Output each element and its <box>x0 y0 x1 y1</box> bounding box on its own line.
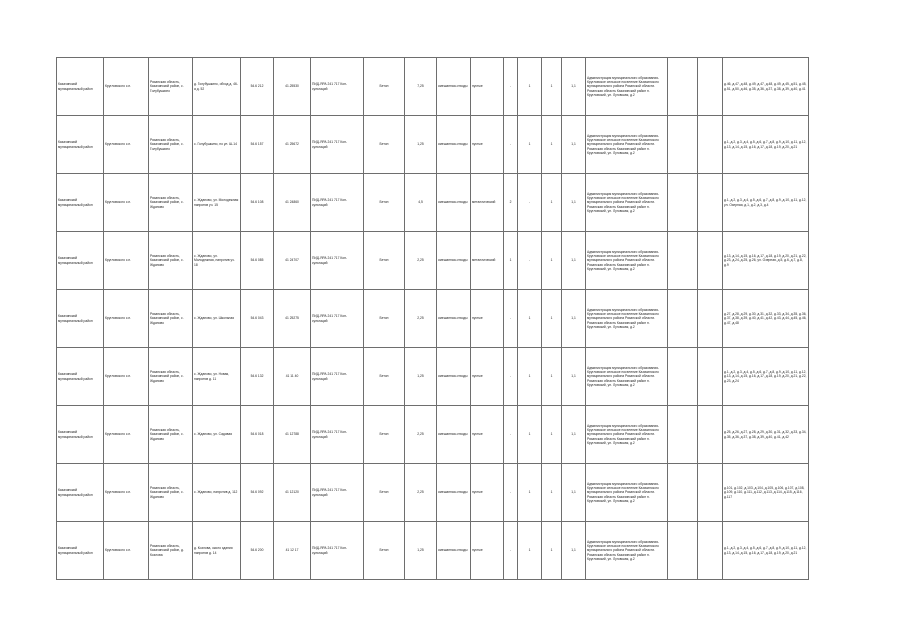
table-cell-waste-type: смешанная-отходы <box>437 522 471 580</box>
table-cell-code: ПИД-ЯРА 241 717 Кон-сультаций <box>311 290 364 348</box>
table-cell-count-c: 1 <box>542 232 562 290</box>
table-cell-waste-type: смешанная-отходы <box>437 464 471 522</box>
table-cell-org: Кругловского с.п. <box>104 348 149 406</box>
table-cell-code: ПИД-ЯРА 241 717 Кон-сультаций <box>311 232 364 290</box>
table-cell-count-c: 1 <box>542 464 562 522</box>
table-cell-containers-type: пустые <box>471 464 504 522</box>
table-cell-count-b: 1 <box>518 464 542 522</box>
table-cell-area: 1,25 <box>405 348 437 406</box>
table-cell-code: ПИД-ЯРА 241 717 Кон-сультаций <box>311 58 364 116</box>
table-cell-count-c: 1 <box>542 522 562 580</box>
table-cell-code: ПИД-ЯРА 241 717 Кон-сультаций <box>311 464 364 522</box>
table-cell-volume: 1,1 <box>562 522 586 580</box>
table-cell-lat: 54.6 108 <box>241 174 274 232</box>
table-cell-volume: 1,1 <box>562 406 586 464</box>
table-cell-address-site: с. Жданово, напротив д. 112 <box>193 464 241 522</box>
table-cell-district: Казачинский муниципальный район <box>57 58 104 116</box>
table-row <box>57 348 809 406</box>
table-cell-volume: 1,1 <box>562 116 586 174</box>
table-cell-count-c: 1 <box>542 58 562 116</box>
table-cell-lat: 54.6 085 <box>241 232 274 290</box>
table-cell-address-legal: Рязанская область, Казачинский район, с. Голубушкино <box>149 58 193 116</box>
table-cell-owner: Администрация муниципального образования-Кругловское сельское поселение Казачинского муниципального района Рязанской области. Рязанская область Казачинский район п. Кругловский, ул. Луговская, д.2 <box>586 232 668 290</box>
table-cell-count-c: 1 <box>542 116 562 174</box>
table-cell-containers-type: пустые <box>471 406 504 464</box>
table-cell-count-a: - <box>504 406 518 464</box>
table-cell--empty1 <box>668 406 698 464</box>
table-cell-count-a: - <box>504 348 518 406</box>
table-cell-containers-type: пустые <box>471 522 504 580</box>
table-cell-count-a: - <box>504 116 518 174</box>
table-cell-address-site: д. Козлова, около здания напротив д. 14 <box>193 522 241 580</box>
table-cell--empty2 <box>698 290 723 348</box>
table-cell-lon: 41 12 17 <box>274 522 311 580</box>
table-cell-waste-type: смешанная-отходы <box>437 58 471 116</box>
table-cell-count-a: - <box>504 290 518 348</box>
table-cell-surface: Бетон <box>364 116 405 174</box>
table-cell-count-b: 1 <box>518 58 542 116</box>
registry-table <box>56 57 809 580</box>
table-cell-volume: 1,1 <box>562 290 586 348</box>
table-row <box>57 406 809 464</box>
table-cell-address-site: д. Голубушкино, обход д. 46-а д. 52 <box>193 58 241 116</box>
table-cell-district: Казачинский муниципальный район <box>57 522 104 580</box>
table-cell-surface: Бетон <box>364 348 405 406</box>
table-cell-lon: 41 12788 <box>274 406 311 464</box>
table-row <box>57 174 809 232</box>
table-cell-address-legal: Рязанская область, Казачинский район, с. Жданово <box>149 232 193 290</box>
table-row <box>57 116 809 174</box>
table-cell-waste-type: смешанная-отходы <box>437 232 471 290</box>
table-cell-waste-type: смешанная-отходы <box>437 348 471 406</box>
table-cell--empty2 <box>698 522 723 580</box>
table-cell-volume: 1,1 <box>562 174 586 232</box>
table-cell-org: Кругловского с.п. <box>104 464 149 522</box>
table-cell-count-b: 1 <box>518 290 542 348</box>
table-cell-address-site: с. Жданово, ул. Молодежная, напротив уч. 18 <box>193 232 241 290</box>
table-cell-count-b: 1 <box>518 406 542 464</box>
table-cell-district: Казачинский муниципальный район <box>57 464 104 522</box>
table-cell-count-b: 1 <box>518 522 542 580</box>
table-cell-served: д.1, д.2, д.3, д.4, д.5, д.6, д.7, д.8, д.9, д.10, д.11, д.12, д.13, д.14, д.15, д.16, д.17, д.18, д.19, д.20, д.21 <box>723 116 809 174</box>
table-cell-address-legal: Рязанская область, Казачинский район, с. Жданово <box>149 464 193 522</box>
table-cell-count-b: 1 <box>518 116 542 174</box>
table-cell-owner: Администрация муниципального образования-Кругловское сельское поселение Казачинского муниципального района Рязанской области. Рязанская область Казачинский район п. Кругловский, ул. Луговская, д.2 <box>586 174 668 232</box>
table-cell-count-a: 2 <box>504 174 518 232</box>
table-cell-count-a: 1 <box>504 232 518 290</box>
table-cell-served: д.13, д.14, д.15, д.16, д.17, д.18, д.19, д.20, д.21, д.22, д.23, д.24, д.25, д.26, ул. Озерная, д.5, д.6, д.7, д.8, д.9 <box>723 232 809 290</box>
table-cell-containers-type: металлический <box>471 174 504 232</box>
table-cell-area: 1,25 <box>405 116 437 174</box>
table-cell-containers-type: пустые <box>471 116 504 174</box>
table-cell-lat: 54.6 092 <box>241 464 274 522</box>
table-cell-volume: 1,1 <box>562 464 586 522</box>
table-cell--empty2 <box>698 348 723 406</box>
table-cell-lon: 41 11 40 <box>274 348 311 406</box>
table-cell-area: 4,5 <box>405 174 437 232</box>
table-cell--empty1 <box>668 174 698 232</box>
table-cell-served: д.101, д.102, д.103, д.104, д.105, д.106, д.107, д.108, д.109, д.110, д.111, д.112, д.113, д.114, д.115, д.116, д.117 <box>723 464 809 522</box>
table-cell--empty1 <box>668 290 698 348</box>
table-cell--empty1 <box>668 116 698 174</box>
table-cell-count-c: 1 <box>542 348 562 406</box>
table-cell--empty2 <box>698 174 723 232</box>
registry-body <box>57 58 809 580</box>
table-cell-address-site: с. Жданово, ул. Новая, напротив д. 11 <box>193 348 241 406</box>
table-cell-count-a: - <box>504 58 518 116</box>
table-cell-volume: 1,1 <box>562 348 586 406</box>
table-cell-waste-type: смешанная-отходы <box>437 174 471 232</box>
table-cell-district: Казачинский муниципальный район <box>57 232 104 290</box>
table-cell-district: Казачинский муниципальный район <box>57 174 104 232</box>
table-cell-org: Кругловского с.п. <box>104 290 149 348</box>
table-cell-lat: 54.6 212 <box>241 58 274 116</box>
table-cell-owner: Администрация муниципального образования-Кругловское сельское поселение Казачинского муниципального района Рязанской области. Рязанская область Казачинский район п. Кругловский, ул. Луговская, д.2 <box>586 522 668 580</box>
table-cell-surface: Бетон <box>364 290 405 348</box>
table-cell-count-b: 1 <box>518 348 542 406</box>
table-cell-address-site: с. Жданово, ул. Школьная <box>193 290 241 348</box>
table-cell-district: Казачинский муниципальный район <box>57 116 104 174</box>
table-cell-lon: 41 12120 <box>274 464 311 522</box>
table-cell--empty2 <box>698 406 723 464</box>
table-cell-count-a: - <box>504 522 518 580</box>
table-cell-owner: Администрация муниципального образования-Кругловское сельское поселение Казачинского муниципального района Рязанской области. Рязанская область Казачинский район п. Кругловский, ул. Луговская, д.2 <box>586 290 668 348</box>
table-cell--empty1 <box>668 232 698 290</box>
table-cell-lon: 41 25275 <box>274 290 311 348</box>
table-cell-lon: 41.25530 <box>274 58 311 116</box>
table-cell--empty2 <box>698 58 723 116</box>
table-cell-containers-type: пустые <box>471 290 504 348</box>
table-cell-count-c: 1 <box>542 406 562 464</box>
table-cell-lat: 54.6 018 <box>241 406 274 464</box>
table-cell--empty2 <box>698 116 723 174</box>
table-cell-lon: 41 24707 <box>274 232 311 290</box>
table-cell-served: д.46, д.47, д.48, д.49, д.47, д.48, д.49, д.45, д.51, д.45, д.51, д.50, д.46, д.35, д.36, д.37, д.38, д.39, д.40, д.41 <box>723 58 809 116</box>
table-cell--empty1 <box>668 58 698 116</box>
table-cell-volume: 1,1 <box>562 58 586 116</box>
table-row <box>57 464 809 522</box>
table-cell-org: Кругловского с.п. <box>104 174 149 232</box>
table-cell-count-b: - <box>518 232 542 290</box>
table-cell-address-legal: Рязанская область, Казачинский район, с. Голубушкино <box>149 116 193 174</box>
table-cell-address-legal: Рязанская область, Казачинский район, д. Козлова <box>149 522 193 580</box>
table-cell-code: ПИД-ЯРА 241 717 Кон-сультаций <box>311 348 364 406</box>
table-cell-owner: Администрация муниципального образования-Кругловское сельское поселение Казачинского муниципального района Рязанской области. Рязанская область Казачинский район п. Кругловский, ул. Луговская, д.2 <box>586 348 668 406</box>
table-cell-surface: Бетон <box>364 174 405 232</box>
table-cell-lon: 41 25672 <box>274 116 311 174</box>
table-cell-code: ПИД-ЯРА 241 717 Кон-сультаций <box>311 522 364 580</box>
table-cell-code: ПИД-ЯРА 241 717 Кон-сультаций <box>311 174 364 232</box>
table-cell-lat: 54.6 132 <box>241 348 274 406</box>
table-cell-org: Кругловского с.п. <box>104 58 149 116</box>
table-cell-lat: 54.6 200 <box>241 522 274 580</box>
table-cell-area: 2,25 <box>405 406 437 464</box>
table-cell--empty2 <box>698 232 723 290</box>
table-cell-area: 2,25 <box>405 232 437 290</box>
table-cell-area: 2,25 <box>405 290 437 348</box>
table-cell--empty2 <box>698 464 723 522</box>
table-cell-owner: Администрация муниципального образования-Кругловское сельское поселение Казачинского муниципального района Рязанской области. Рязанская область Казачинский район п. Кругловский, ул. Луговская, д.2 <box>586 464 668 522</box>
table-cell-area: 1,25 <box>405 522 437 580</box>
table-cell-address-site: с. Голубушкино, по ул. Ш-14 <box>193 116 241 174</box>
table-cell-org: Кругловского с.п. <box>104 232 149 290</box>
table-cell--empty1 <box>668 522 698 580</box>
table-cell-served: д.25, д.26, д.27, д.28, д.29, д.30, д.31, д.32, д.33, д.34, д.35, д.36, д.37, д.38, д.39, д.40, д.41, д.42 <box>723 406 809 464</box>
table-cell-lat: 54.6 157 <box>241 116 274 174</box>
table-cell-area: 2,25 <box>405 464 437 522</box>
table-cell-served: д.1, д.2, д.3, д.4, д.5, д.6, д.7, д.8, д.9, д.10, д.11, д.12, д.13, д.14, д.15, д.16, д.17, д.18, д.19, д.20, д.21 <box>723 522 809 580</box>
table-cell-waste-type: смешанная-отходы <box>437 406 471 464</box>
table-row <box>57 290 809 348</box>
table-cell-surface: Бетон <box>364 464 405 522</box>
table-cell-containers-type: металлический <box>471 232 504 290</box>
table-cell-owner: Администрация муниципального образования-Кругловское сельское поселение Казачинского муниципального района Рязанской области. Рязанская область Казачинский район п. Кругловский, ул. Луговская, д.2 <box>586 116 668 174</box>
table-row <box>57 58 809 116</box>
table-cell-lat: 54.6 043 <box>241 290 274 348</box>
table-cell-district: Казачинский муниципальный район <box>57 348 104 406</box>
table-cell-containers-type: пустые <box>471 58 504 116</box>
table-cell-district: Казачинский муниципальный район <box>57 406 104 464</box>
table-cell--empty1 <box>668 348 698 406</box>
table-cell-count-c: 1 <box>542 174 562 232</box>
table-cell-served: д.1, д.2, д.3, д.4, д.5, д.6, д.7, д.8, д.9, д.10, д.11, д.12, д.13, д.14, д.15, д.16, д.17, д.18, д.19, д.20, д.21, д.22, д.23, д.24 <box>723 348 809 406</box>
table-cell-address-legal: Рязанская область, Казачинский район, с. Жданово <box>149 174 193 232</box>
table-cell-count-c: 1 <box>542 290 562 348</box>
table-row <box>57 522 809 580</box>
table-cell-containers-type: пустые <box>471 348 504 406</box>
table-cell-org: Кругловского с.п. <box>104 406 149 464</box>
table-cell-count-a: - <box>504 464 518 522</box>
table-cell-served: д.1, д.2, д.3, д.4, д.5, д.6, д.7, д.8, д.9, д.10, д.11, д.12, ул. Озерная, д.1, д.2, д.3, д.4 <box>723 174 809 232</box>
table-cell-surface: Бетон <box>364 522 405 580</box>
table-cell-surface: Бетон <box>364 58 405 116</box>
table-cell-code: ПИД-ЯРА 241 717 Кон-сультаций <box>311 406 364 464</box>
table-cell-waste-type: смешанная-отходы <box>437 116 471 174</box>
table-cell-code: ПИД-ЯРА 241 717 Кон-сультаций <box>311 116 364 174</box>
table-cell-owner: Администрация муниципального образования-Кругловское сельское поселение Казачинского муниципального района Рязанской области. Рязанская область Казачинский район п. Кругловский, ул. Луговская, д.2 <box>586 406 668 464</box>
table-cell-org: Кругловского с.п. <box>104 522 149 580</box>
table-cell-owner: Администрация муниципального образования-Кругловское сельское поселение Казачинского муниципального района Рязанской области. Рязанская область Казачинский район п. Кругловский, ул. Луговская, д.2 <box>586 58 668 116</box>
table-cell-waste-type: смешанная-отходы <box>437 290 471 348</box>
table-cell-surface: Бетон <box>364 406 405 464</box>
table-cell-surface: Бетон <box>364 232 405 290</box>
table-row <box>57 232 809 290</box>
table-cell-count-b: - <box>518 174 542 232</box>
table-cell--empty1 <box>668 464 698 522</box>
table-cell-org: Кругловского с.п. <box>104 116 149 174</box>
table-cell-address-legal: Рязанская область, Казачинский район, с. Жданово <box>149 348 193 406</box>
table-cell-area: 7,25 <box>405 58 437 116</box>
table-cell-district: Казачинский муниципальный район <box>57 290 104 348</box>
table-cell-address-legal: Рязанская область, Казачинский район, с. Жданово <box>149 406 193 464</box>
table-cell-address-site: с. Жданово, ул. Садовая <box>193 406 241 464</box>
table-cell-served: д.27, д.28, д.29, д.30, д.31, д.32, д.33, д.34, д.35, д.36, д.37, д.38, д.39, д.40, д.41, д.42, д.43, д.44, д.45, д.46, д.47, д.48 <box>723 290 809 348</box>
table-cell-address-site: с. Жданово, ул. Молодежная напротив уч. 15 <box>193 174 241 232</box>
table-cell-address-legal: Рязанская область, Казачинский район, с. Жданово <box>149 290 193 348</box>
table-cell-volume: 1,1 <box>562 232 586 290</box>
table-cell-lon: 41 24860 <box>274 174 311 232</box>
